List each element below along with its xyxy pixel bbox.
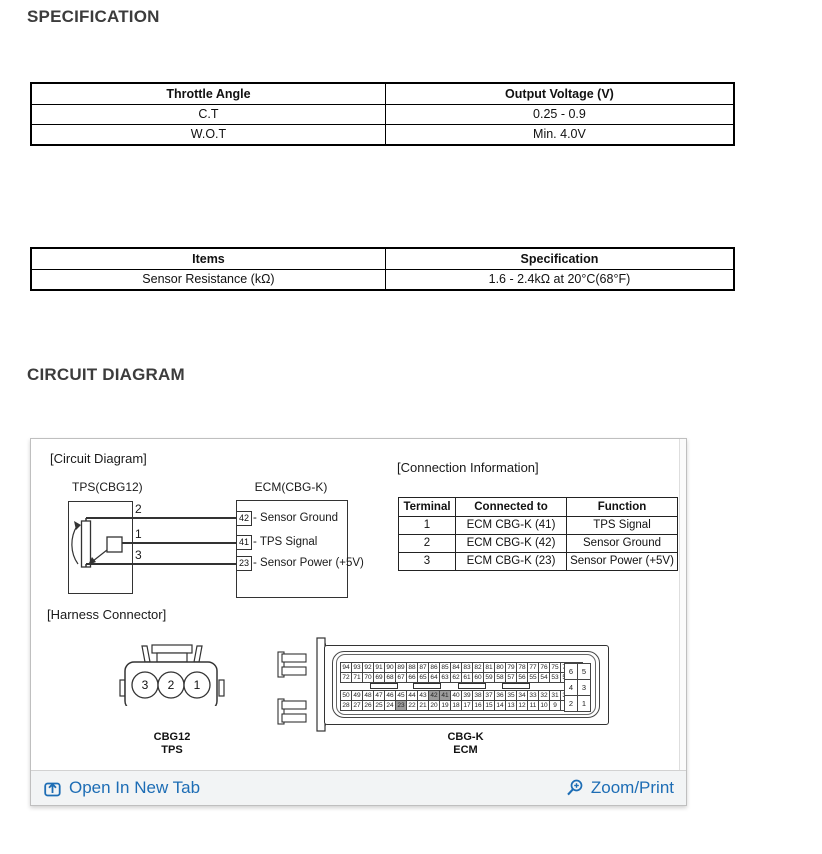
pin-cell: 57 <box>507 673 515 681</box>
table-cell: 1 <box>399 517 456 535</box>
pin-cell: 70 <box>364 673 372 681</box>
wire-pin3 <box>86 563 236 565</box>
terminal-text-42: - Sensor Ground <box>253 512 339 524</box>
table-cell: 3 <box>399 553 456 571</box>
pin-cell: 6 <box>565 664 578 680</box>
pin-cell: 19 <box>441 701 449 709</box>
sensor-resistance-table <box>30 247 735 291</box>
pin-cell: 53 <box>551 673 559 681</box>
pin-cell: 81 <box>485 663 493 671</box>
pin-cell: 77 <box>529 663 537 671</box>
table-cell: Sensor Power (+5V) <box>567 553 678 571</box>
pin-cell: 90 <box>386 663 394 671</box>
column-header: Items <box>31 248 385 270</box>
connection-information-table <box>398 497 678 571</box>
table-row <box>399 553 678 571</box>
pin-cell: 24 <box>386 701 394 709</box>
ecm-connector-bracket <box>276 635 326 734</box>
pin-cell: 56 <box>518 673 526 681</box>
pin-cell: 5 <box>578 664 591 680</box>
pin-cell: 76 <box>540 663 548 671</box>
specification-heading: SPECIFICATION <box>27 7 160 26</box>
table-cell: C.T <box>31 105 385 125</box>
pin-cell: 46 <box>386 691 394 699</box>
pin-cell: 45 <box>397 691 405 699</box>
pin-cell: 87 <box>419 663 427 671</box>
pin-cell: 85 <box>441 663 449 671</box>
ecm-key-tab <box>413 683 441 689</box>
pin-cell: 23 <box>397 701 405 709</box>
table-cell: 1.6 - 2.4kΩ at 20°C(68°F) <box>385 270 734 291</box>
pin-cell: 3 <box>578 680 591 696</box>
pin-cell: 18 <box>452 701 460 709</box>
pin-cell: 40 <box>452 691 460 699</box>
table-row <box>31 270 734 291</box>
pin-cell: 9 <box>550 701 561 711</box>
zoom-print-label: Zoom/Print <box>590 778 674 797</box>
pin-cell: 31 <box>551 691 559 699</box>
pin-cell: 64 <box>430 673 438 681</box>
connection-information-label: [Connection Information] <box>397 460 539 475</box>
pin-cell: 78 <box>518 663 526 671</box>
pin-cell: 28 <box>342 701 350 709</box>
pin-label-3: 3 <box>135 548 142 562</box>
pin-cell: 12 <box>518 701 526 709</box>
table-row <box>31 125 734 146</box>
pin-cell: 10 <box>540 701 548 709</box>
pin-cell: 58 <box>496 673 504 681</box>
open-in-new-tab-label: Open In New Tab <box>69 778 201 797</box>
zoom-print-link[interactable] <box>565 778 674 798</box>
ecm-pin-grid-bottom <box>340 690 583 711</box>
panel-scrollbar[interactable] <box>679 439 686 770</box>
pin-cell: 82 <box>474 663 482 671</box>
pin-cell: 68 <box>386 673 394 681</box>
circuit-diagram-heading: CIRCUIT DIAGRAM <box>27 365 185 384</box>
zoom-print-icon <box>565 779 584 798</box>
terminal-box-41: 41 <box>236 535 252 550</box>
pin-cell: 36 <box>496 691 504 699</box>
pin-cell: 80 <box>496 663 504 671</box>
pin-cell: 34 <box>518 691 526 699</box>
pin-cell: 71 <box>353 673 361 681</box>
pin-cell: 21 <box>419 701 427 709</box>
panel-footer <box>31 770 686 805</box>
pin-cell: 44 <box>408 691 416 699</box>
pin-cell: 11 <box>528 701 539 711</box>
terminal-text-41: - TPS Signal <box>253 536 318 548</box>
pin-cell: 1 <box>578 696 591 712</box>
pin-cell: 91 <box>375 663 383 671</box>
circuit-diagram-panel <box>30 438 687 806</box>
pin-cell: 83 <box>463 663 471 671</box>
pin-cell: 32 <box>540 691 548 699</box>
table-row <box>399 535 678 553</box>
pin-cell: 75 <box>551 663 559 671</box>
pin-cell: 37 <box>485 691 493 699</box>
pin-cell: 67 <box>397 673 405 681</box>
tps-pin-1: 1 <box>193 678 201 692</box>
pin-cell: 42 <box>430 691 438 699</box>
pin-cell: 4 <box>565 680 578 696</box>
pin-cell: 62 <box>452 673 460 681</box>
pin-cell: 86 <box>430 663 438 671</box>
table-cell: ECM CBG-K (23) <box>456 553 567 571</box>
terminal-box-42: 42 <box>236 511 252 526</box>
pin-cell: 35 <box>507 691 515 699</box>
pin-cell: 92 <box>364 663 372 671</box>
table-cell: W.O.T <box>31 125 385 146</box>
pin-cell: 50 <box>342 691 350 699</box>
table-row <box>31 105 734 125</box>
pin-cell: 43 <box>419 691 427 699</box>
pin-cell: 48 <box>364 691 372 699</box>
pin-cell: 27 <box>353 701 361 709</box>
table-cell: Sensor Resistance (kΩ) <box>31 270 385 291</box>
pin-cell: 16 <box>474 701 482 709</box>
column-header: Function <box>567 498 678 517</box>
pin-cell: 49 <box>353 691 361 699</box>
terminal-text-23: - Sensor Power (+5V) <box>253 557 364 569</box>
open-in-new-tab-link[interactable] <box>43 778 200 798</box>
pin-cell: 47 <box>375 691 383 699</box>
pin-cell: 33 <box>529 691 537 699</box>
potentiometer-symbol <box>68 501 132 592</box>
pin-cell: 60 <box>474 673 482 681</box>
tps-component-label: TPS(CBG12) <box>72 480 143 494</box>
pin-cell: 26 <box>364 701 372 709</box>
table-cell: 2 <box>399 535 456 553</box>
table-cell: ECM CBG-K (42) <box>456 535 567 553</box>
column-header: Throttle Angle <box>31 83 385 105</box>
ecm-side-pin-grid <box>564 663 591 712</box>
pin-cell: 63 <box>441 673 449 681</box>
pin-cell: 15 <box>485 701 493 709</box>
tps-pin-2: 2 <box>167 678 175 692</box>
throttle-angle-table <box>30 82 735 146</box>
tps-connector-name: CBG12 <box>153 731 191 743</box>
tps-connector-type: TPS <box>161 744 183 756</box>
pin-cell: 93 <box>353 663 361 671</box>
pin-cell: 38 <box>474 691 482 699</box>
pin-cell: 61 <box>463 673 471 681</box>
pin-cell: 2 <box>565 696 578 712</box>
table-cell: TPS Signal <box>567 517 678 535</box>
column-header: Specification <box>385 248 734 270</box>
ecm-pin-grid-top <box>340 662 583 683</box>
tps-connector-drawing <box>119 644 225 706</box>
pin-cell: 69 <box>375 673 383 681</box>
table-cell: Sensor Ground <box>567 535 678 553</box>
ecm-connector-type: ECM <box>453 744 478 756</box>
table-cell: Min. 4.0V <box>385 125 734 146</box>
pin-cell: 84 <box>452 663 460 671</box>
harness-connector-label: [Harness Connector] <box>47 607 167 622</box>
pin-label-1: 1 <box>135 527 142 541</box>
pin-cell: 54 <box>540 673 548 681</box>
pin-cell: 55 <box>529 673 537 681</box>
table-cell: ECM CBG-K (41) <box>456 517 567 535</box>
circuit-diagram-label: [Circuit Diagram] <box>50 451 147 466</box>
ecm-key-tab <box>458 683 486 689</box>
terminal-box-23: 23 <box>236 556 252 571</box>
pin-cell: 14 <box>496 701 504 709</box>
pin-cell: 59 <box>485 673 493 681</box>
pin-cell: 89 <box>397 663 405 671</box>
pin-cell: 13 <box>507 701 515 709</box>
pin-cell: 94 <box>342 663 350 671</box>
pin-cell: 66 <box>408 673 416 681</box>
pin-cell: 88 <box>408 663 416 671</box>
column-header: Connected to <box>456 498 567 517</box>
pin-cell: 39 <box>463 691 471 699</box>
table-row <box>399 517 678 535</box>
ecm-component-label: ECM(CBG-K) <box>254 480 328 494</box>
circuit-diagram-image <box>31 439 686 770</box>
open-in-new-tab-icon <box>43 779 62 798</box>
pin-cell: 72 <box>342 673 350 681</box>
wire-pin2 <box>86 517 236 519</box>
ecm-key-tab <box>370 683 398 689</box>
column-header: Output Voltage (V) <box>385 83 734 105</box>
pin-cell: 22 <box>408 701 416 709</box>
wire-pin1 <box>122 542 236 544</box>
tps-pin-3: 3 <box>141 678 149 692</box>
ecm-connector-name: CBG-K <box>447 731 484 743</box>
ecm-key-tab <box>502 683 530 689</box>
pin-cell: 41 <box>441 691 449 699</box>
pin-cell: 20 <box>430 701 438 709</box>
pin-cell: 65 <box>419 673 427 681</box>
table-cell: 0.25 - 0.9 <box>385 105 734 125</box>
pin-cell: 17 <box>463 701 471 709</box>
pin-cell: 25 <box>375 701 383 709</box>
pin-cell: 79 <box>507 663 515 671</box>
pin-label-2: 2 <box>135 502 142 516</box>
column-header: Terminal <box>399 498 456 517</box>
